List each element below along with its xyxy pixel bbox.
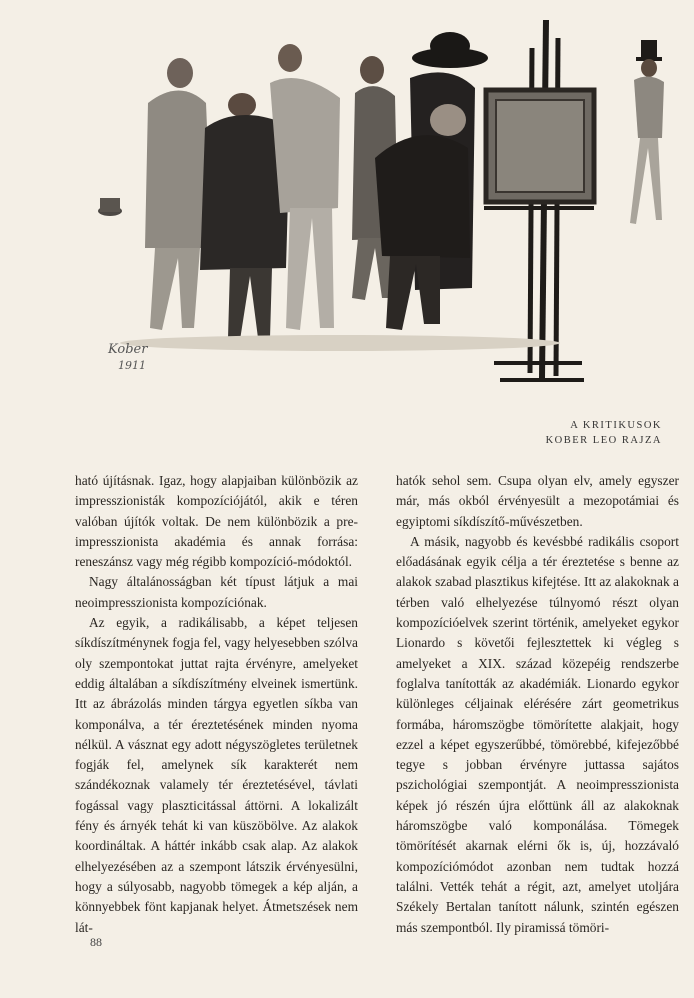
figure-top-hat-man	[630, 40, 664, 224]
illustration-caption	[546, 418, 662, 448]
artist-signature-year: 1911	[118, 359, 146, 372]
figure-tall-center	[270, 44, 340, 330]
critics-illustration	[90, 8, 680, 390]
left-text-column	[75, 471, 358, 938]
figure-left-coat	[98, 58, 212, 330]
caption-credit: KOBER LEO RAJZA	[545, 435, 662, 446]
right-text-column	[396, 471, 679, 938]
paragraph: Az egyik, a radikálisabb, a képet teljesen síkdíszítménynek fogja fel, vagy helyesebben szólva oly szempontokat juttat rajta érvényre, amelyeket eddig általában a síkdíszítmény elveinek ismertünk. Itt az ábrázolás minden tárgya egyetlen síkba van komponálva, a tér éreztetésének minden nyoma nélkül. A vásznat egy adott négyszögletes területnek fogják fel, amelynek sík karakterét nem szándékoznak valamely tér éreztetésével, távlati fogással vagy plaszticitással áttörni. A lokalizált fény és árnyék tehát ki van küszöbölve. Az alakok koordináltak. A háttér inkább csak alap. Az alakok elhelyezésében az a szempont látszik érvényesülni, hogy a súlyosabb, nagyobb tömegek a kép alján, a könnyebbek fönt kapjanak helyet. Átmetszések nem lát-	[75, 615, 358, 935]
framed-painting	[486, 90, 594, 202]
artist-signature: Kober	[108, 342, 148, 357]
paragraph: hatók sehol sem. Csupa olyan elv, amely egyszer már, más okból érvényesült a mezopotámiai és egyiptomi síkdíszítő-művészetben.	[396, 473, 679, 529]
ground-shadow	[120, 335, 560, 351]
paragraph: Nagy általánosságban két típust látjuk a mai neoimpresszionista kompozíciónak.	[75, 574, 358, 610]
caption-title: A KRITIKUSOK	[570, 420, 662, 431]
paragraph: A másik, nagyobb és kevésbbé radikális csoport előadásának egyik célja a tér éreztetése s benne az alakok szabad plasztikus kifejtése. Itt az alakoknak a térben való elhelyezése túlnyomó részt olyan kompozícióelvek szerint történik, amelyeket egykor Lionardo s követői fejlesztettek ki végleg s amelyeket a XIX. század közepéig rendszerbe foglalva tanították az akadémiák. Lionardo egykor különleges céljainak elérésére zárt geometrikus formába, háromszögbe tömörítette alakjait, hogy ezzel a képet egyszerűbbé, tömörebbé, kifejezőbbé tegye s jobban érvényre juttassa sajátos pszichológiai szempontját. A neoimpresszionista képek jó részén újra előttünk áll az alakoknak háromszögbe való komponálása. Tömegek tömörítését akarnak elérni ők is, új, hozzávaló kompozíciómódot azonban nem tudtak hozzá találni. Vették tehát a régit, azt, amelyet utoljára Székely Bertalan tanított nálunk, szintén egészen más szempontból. Ily piramissá tömöri-	[396, 533, 679, 935]
paragraph: ható újításnak. Igaz, hogy alapjaiban különbözik az impresszionisták kompozíciójától, akik e téren valóban újítók voltak. De nem különbözik a pre-impresszionista akadémia és annak forrása: reneszánsz vagy még régibb kompozíció-módoktól.	[75, 473, 358, 570]
page-number: 88	[90, 935, 102, 949]
